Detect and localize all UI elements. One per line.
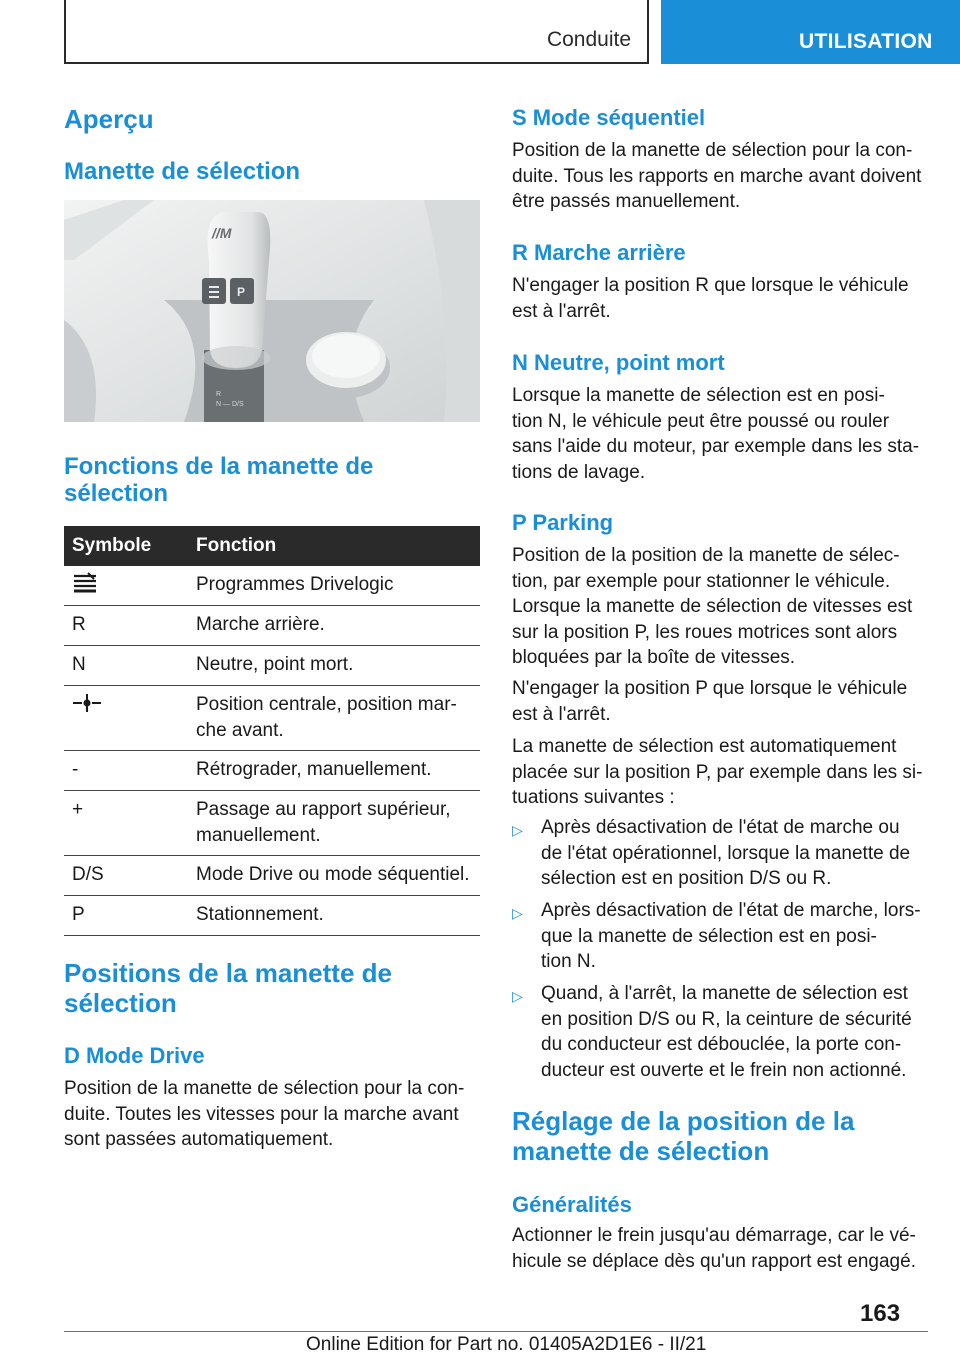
paragraph-parking-3: La manette de sélection est automatiquement placée sur la position P, par exemple dans les si- tuations suivantes : bbox=[512, 736, 923, 808]
paragraph-sequentiel: Position de la manette de sélection pour la con- duite. Tous les rapports en marche avant doivent être passés manuellement. bbox=[512, 140, 922, 212]
col-header-fonction: Fonction bbox=[196, 535, 277, 556]
list-item: Après désactivation de l'état de marche ou de l'état opérationnel, lorsque la manette de sélection est en position D/S ou R. bbox=[541, 817, 911, 889]
heading-neutre: N Neutre, point mort bbox=[512, 350, 725, 375]
col-header-symbole: Symbole bbox=[72, 535, 152, 556]
heading-fonctions: Fonctions de la manette de sélection bbox=[64, 453, 374, 507]
gear-selector-photo bbox=[64, 200, 480, 422]
svg-text:N — D/S: N — D/S bbox=[216, 401, 244, 408]
heading-marche-arriere: R Marche arrière bbox=[512, 240, 686, 265]
paragraph-neutre: Lorsque la manette de sélection est en posi- tion N, le véhicule peut être poussé ou rouler sans l'aide du moteur, par exemple dans les sta- tions de lavage. bbox=[512, 385, 920, 483]
list-item: Après désactivation de l'état de marche, lors- que la manette de sélection est en posi- tion N. bbox=[541, 900, 921, 972]
header-section-label: Conduite bbox=[546, 28, 631, 51]
functions-table bbox=[64, 526, 480, 936]
bullet-icon: ▷ bbox=[512, 988, 523, 1004]
heading-apercu: Aperçu bbox=[64, 104, 154, 134]
table-row: Position centrale, position mar- che avant. bbox=[64, 686, 480, 751]
table-row: D/S Mode Drive ou mode séquentiel. bbox=[64, 856, 480, 896]
paragraph-generalites: Actionner le frein jusqu'au démarrage, car le vé- hicule se déplace dès qu'un rapport est engagé. bbox=[512, 1225, 916, 1272]
table-row: P Stationnement. bbox=[64, 896, 480, 936]
table-row: + Passage au rapport supérieur, manuellement. bbox=[64, 791, 480, 856]
table-row: - Rétrograder, manuellement. bbox=[64, 751, 480, 791]
bullet-icon: ▷ bbox=[512, 905, 523, 921]
table-header bbox=[64, 526, 480, 566]
paragraph-drive: Position de la manette de sélection pour la con- duite. Toutes les vitesses pour la marche avant sont passées automatiquement. bbox=[64, 1078, 465, 1150]
heading-manette: Manette de sélection bbox=[64, 158, 301, 185]
heading-reglage: Réglage de la position de la manette de sélection bbox=[512, 1106, 855, 1166]
heading-drive: D Mode Drive bbox=[64, 1043, 205, 1068]
header-chapter-box bbox=[661, 0, 960, 64]
svg-text://M: //M bbox=[212, 225, 232, 241]
svg-text:R: R bbox=[216, 391, 222, 398]
paragraph-marche-arriere: N'engager la position R que lorsque le véhicule est à l'arrêt. bbox=[512, 275, 909, 322]
table-row: R Marche arrière. bbox=[64, 606, 480, 646]
table-row: Programmes Drivelogic bbox=[64, 566, 480, 606]
heading-positions: Positions de la manette de sélection bbox=[64, 958, 392, 1018]
heading-parking: P Parking bbox=[512, 510, 614, 535]
center-position-icon bbox=[72, 692, 102, 722]
table-row: N Neutre, point mort. bbox=[64, 646, 480, 686]
footer-edition: Online Edition for Part no. 01405A2D1E6 - II/21 bbox=[306, 1334, 707, 1355]
svg-text:P: P bbox=[237, 285, 246, 299]
list-item: Quand, à l'arrêt, la manette de sélection est en position D/S ou R, la ceinture de sécurité du conducteur est débouclée, la porte con- ducteur est ouverte et le frein non actionné. bbox=[541, 983, 912, 1081]
drivelogic-icon bbox=[72, 572, 98, 602]
page-number: 163 bbox=[860, 1300, 901, 1327]
header-chapter-label: UTILISATION bbox=[799, 30, 933, 53]
header-section-box bbox=[64, 0, 649, 64]
paragraph-parking-1: Position de la position de la manette de sélec- tion, par exemple pour stationner le véhicule. Lorsque la manette de sélection de vitesses est sur la position P, les roues motrices sont alors bloquées par la boîte de vitesses. bbox=[512, 545, 913, 668]
bullet-icon: ▷ bbox=[512, 822, 523, 838]
paragraph-parking-2: N'engager la position P que lorsque le véhicule est à l'arrêt. bbox=[512, 678, 908, 725]
footer-divider bbox=[64, 1331, 928, 1332]
heading-generalites: Généralités bbox=[512, 1192, 632, 1217]
heading-sequentiel: S Mode séquentiel bbox=[512, 105, 706, 130]
